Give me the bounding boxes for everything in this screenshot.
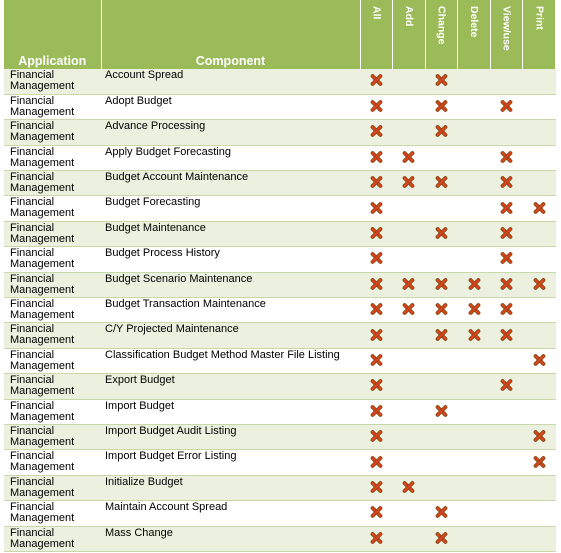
permission-cell-view-use xyxy=(490,171,523,196)
table-row xyxy=(4,424,556,449)
table-row xyxy=(4,374,556,399)
table-row xyxy=(4,450,556,475)
permission-cell-view-use xyxy=(490,475,523,500)
permission-cell-delete xyxy=(458,526,491,551)
component-cell: Import Budget Audit Listing xyxy=(101,424,360,449)
application-cell: Financial Management xyxy=(4,298,101,323)
permission-cell-print xyxy=(523,450,556,475)
permission-cell-change xyxy=(425,501,458,526)
x-mark-icon xyxy=(370,99,383,112)
application-cell: Financial Management xyxy=(4,272,101,297)
table-row xyxy=(4,298,556,323)
permission-cell-add xyxy=(393,374,426,399)
x-mark-icon xyxy=(435,175,448,188)
permission-cell-all xyxy=(360,526,393,551)
permission-cell-delete xyxy=(458,145,491,170)
permission-cell-add xyxy=(393,69,426,94)
x-mark-icon xyxy=(370,480,383,493)
table-row xyxy=(4,196,556,221)
x-mark-icon xyxy=(533,429,546,442)
component-cell: Maintain Account Spread xyxy=(101,501,360,526)
x-mark-icon xyxy=(435,73,448,86)
permission-cell-all xyxy=(360,475,393,500)
x-mark-icon xyxy=(533,455,546,468)
permission-cell-add xyxy=(393,171,426,196)
x-mark-icon xyxy=(435,531,448,544)
permission-cell-all xyxy=(360,145,393,170)
component-cell: Initialize Budget xyxy=(101,475,360,500)
permission-cell-change xyxy=(425,69,458,94)
permission-cell-all xyxy=(360,94,393,119)
x-mark-icon xyxy=(468,302,481,315)
permission-cell-change xyxy=(425,272,458,297)
permission-cell-delete xyxy=(458,272,491,297)
x-mark-icon xyxy=(370,251,383,264)
permission-cell-add xyxy=(393,145,426,170)
permission-cell-view-use xyxy=(490,94,523,119)
permission-cell-print xyxy=(523,272,556,297)
x-mark-icon xyxy=(370,226,383,239)
x-mark-icon xyxy=(370,378,383,391)
x-mark-icon xyxy=(533,277,546,290)
x-mark-icon xyxy=(435,505,448,518)
permission-cell-add xyxy=(393,94,426,119)
permission-cell-view-use xyxy=(490,145,523,170)
permission-cell-change xyxy=(425,475,458,500)
permission-cell-delete xyxy=(458,69,491,94)
x-mark-icon xyxy=(370,73,383,86)
component-cell: C/Y Projected Maintenance xyxy=(101,323,360,348)
x-mark-icon xyxy=(370,531,383,544)
permission-cell-all xyxy=(360,272,393,297)
header-change: Change xyxy=(425,0,458,69)
permission-cell-add xyxy=(393,475,426,500)
x-mark-icon xyxy=(402,175,415,188)
permission-cell-change xyxy=(425,221,458,246)
permission-cell-print xyxy=(523,247,556,272)
permission-cell-view-use xyxy=(490,399,523,424)
x-mark-icon xyxy=(435,328,448,341)
header-print: Print xyxy=(523,0,556,69)
permission-cell-all xyxy=(360,424,393,449)
permission-cell-print xyxy=(523,298,556,323)
application-cell: Financial Management xyxy=(4,145,101,170)
permission-cell-change xyxy=(425,374,458,399)
permission-cell-print xyxy=(523,171,556,196)
permission-cell-view-use xyxy=(490,424,523,449)
permission-cell-print xyxy=(523,475,556,500)
permission-cell-change xyxy=(425,171,458,196)
permission-cell-view-use xyxy=(490,348,523,373)
permission-cell-add xyxy=(393,120,426,145)
permission-cell-add xyxy=(393,247,426,272)
component-cell: Budget Process History xyxy=(101,247,360,272)
permission-cell-print xyxy=(523,526,556,551)
permission-cell-delete xyxy=(458,94,491,119)
permission-cell-all xyxy=(360,399,393,424)
permission-cell-all xyxy=(360,196,393,221)
component-cell: Mass Change xyxy=(101,526,360,551)
permission-cell-all xyxy=(360,247,393,272)
header-row xyxy=(4,0,556,69)
permission-cell-all xyxy=(360,120,393,145)
application-cell: Financial Management xyxy=(4,120,101,145)
x-mark-icon xyxy=(370,277,383,290)
permission-cell-change xyxy=(425,196,458,221)
application-cell: Financial Management xyxy=(4,526,101,551)
permission-cell-view-use xyxy=(490,450,523,475)
x-mark-icon xyxy=(370,124,383,137)
application-cell: Financial Management xyxy=(4,94,101,119)
x-mark-icon xyxy=(402,302,415,315)
permission-cell-view-use xyxy=(490,526,523,551)
permission-cell-change xyxy=(425,145,458,170)
header-application: Application xyxy=(4,0,101,69)
x-mark-icon xyxy=(468,277,481,290)
application-cell: Financial Management xyxy=(4,171,101,196)
permission-cell-view-use xyxy=(490,501,523,526)
x-mark-icon xyxy=(500,201,513,214)
permission-cell-view-use xyxy=(490,298,523,323)
x-mark-icon xyxy=(435,226,448,239)
permission-cell-all xyxy=(360,171,393,196)
permission-cell-view-use xyxy=(490,247,523,272)
x-mark-icon xyxy=(468,328,481,341)
x-mark-icon xyxy=(500,277,513,290)
permission-cell-all xyxy=(360,69,393,94)
component-cell: Budget Account Maintenance xyxy=(101,171,360,196)
component-cell: Import Budget xyxy=(101,399,360,424)
header-component: Component xyxy=(101,0,360,69)
permission-cell-delete xyxy=(458,171,491,196)
component-cell: Classification Budget Method Master File Listing xyxy=(101,348,360,373)
permission-cell-delete xyxy=(458,221,491,246)
application-cell: Financial Management xyxy=(4,196,101,221)
permission-cell-delete xyxy=(458,501,491,526)
permission-cell-all xyxy=(360,501,393,526)
application-cell: Financial Management xyxy=(4,450,101,475)
permission-cell-delete xyxy=(458,120,491,145)
x-mark-icon xyxy=(370,353,383,366)
permission-cell-print xyxy=(523,145,556,170)
application-cell: Financial Management xyxy=(4,374,101,399)
permission-cell-print xyxy=(523,424,556,449)
x-mark-icon xyxy=(370,201,383,214)
permission-cell-print xyxy=(523,501,556,526)
table-row xyxy=(4,247,556,272)
component-cell: Account Spread xyxy=(101,69,360,94)
application-cell: Financial Management xyxy=(4,424,101,449)
permission-cell-print xyxy=(523,348,556,373)
permission-cell-add xyxy=(393,348,426,373)
x-mark-icon xyxy=(402,150,415,163)
component-cell: Budget Forecasting xyxy=(101,196,360,221)
table-row xyxy=(4,120,556,145)
x-mark-icon xyxy=(500,251,513,264)
permission-cell-print xyxy=(523,120,556,145)
table-row xyxy=(4,94,556,119)
permission-cell-view-use xyxy=(490,69,523,94)
permission-cell-print xyxy=(523,221,556,246)
table-row xyxy=(4,348,556,373)
permission-cell-add xyxy=(393,450,426,475)
x-mark-icon xyxy=(533,201,546,214)
x-mark-icon xyxy=(533,353,546,366)
permission-cell-change xyxy=(425,120,458,145)
permission-cell-delete xyxy=(458,323,491,348)
component-cell: Apply Budget Forecasting xyxy=(101,145,360,170)
permission-cell-delete xyxy=(458,450,491,475)
permission-cell-add xyxy=(393,424,426,449)
x-mark-icon xyxy=(402,277,415,290)
application-cell: Financial Management xyxy=(4,399,101,424)
permission-cell-all xyxy=(360,374,393,399)
x-mark-icon xyxy=(435,302,448,315)
permission-cell-add xyxy=(393,399,426,424)
component-cell: Advance Processing xyxy=(101,120,360,145)
permission-cell-all xyxy=(360,348,393,373)
permission-cell-add xyxy=(393,196,426,221)
table-row xyxy=(4,399,556,424)
x-mark-icon xyxy=(370,150,383,163)
permission-cell-print xyxy=(523,69,556,94)
component-cell: Adopt Budget xyxy=(101,94,360,119)
table-row xyxy=(4,475,556,500)
permission-cell-add xyxy=(393,501,426,526)
permission-cell-delete xyxy=(458,196,491,221)
application-cell: Financial Management xyxy=(4,475,101,500)
component-cell: Budget Transaction Maintenance xyxy=(101,298,360,323)
header-all: All xyxy=(360,0,393,69)
permission-cell-add xyxy=(393,272,426,297)
application-cell: Financial Management xyxy=(4,323,101,348)
permission-cell-delete xyxy=(458,348,491,373)
component-cell: Budget Scenario Maintenance xyxy=(101,272,360,297)
permission-cell-all xyxy=(360,221,393,246)
permission-cell-view-use xyxy=(490,272,523,297)
permission-cell-delete xyxy=(458,374,491,399)
header-delete: Delete xyxy=(458,0,491,69)
permission-cell-print xyxy=(523,399,556,424)
permission-cell-all xyxy=(360,450,393,475)
table-row xyxy=(4,526,556,551)
permission-cell-delete xyxy=(458,475,491,500)
permission-cell-delete xyxy=(458,247,491,272)
permission-cell-print xyxy=(523,323,556,348)
x-mark-icon xyxy=(500,175,513,188)
x-mark-icon xyxy=(370,455,383,468)
x-mark-icon xyxy=(500,302,513,315)
x-mark-icon xyxy=(370,328,383,341)
permission-cell-print xyxy=(523,196,556,221)
permission-cell-add xyxy=(393,526,426,551)
permission-cell-print xyxy=(523,374,556,399)
permission-cell-change xyxy=(425,450,458,475)
x-mark-icon xyxy=(500,378,513,391)
permission-cell-change xyxy=(425,348,458,373)
permission-cell-view-use xyxy=(490,120,523,145)
x-mark-icon xyxy=(435,124,448,137)
x-mark-icon xyxy=(370,404,383,417)
header-add: Add xyxy=(393,0,426,69)
table-row xyxy=(4,501,556,526)
table-row xyxy=(4,272,556,297)
permission-cell-change xyxy=(425,94,458,119)
permission-cell-add xyxy=(393,221,426,246)
component-cell: Import Budget Error Listing xyxy=(101,450,360,475)
permissions-table xyxy=(4,0,556,552)
permission-cell-view-use xyxy=(490,323,523,348)
x-mark-icon xyxy=(370,302,383,315)
permission-cell-change xyxy=(425,526,458,551)
permission-cell-view-use xyxy=(490,374,523,399)
permission-cell-view-use xyxy=(490,221,523,246)
permission-cell-change xyxy=(425,247,458,272)
x-mark-icon xyxy=(500,226,513,239)
table-row xyxy=(4,69,556,94)
component-cell: Budget Maintenance xyxy=(101,221,360,246)
table-row xyxy=(4,145,556,170)
permission-cell-delete xyxy=(458,424,491,449)
x-mark-icon xyxy=(370,505,383,518)
permission-cell-add xyxy=(393,298,426,323)
table-row xyxy=(4,221,556,246)
x-mark-icon xyxy=(370,429,383,442)
permission-cell-change xyxy=(425,399,458,424)
application-cell: Financial Management xyxy=(4,501,101,526)
permission-cell-all xyxy=(360,298,393,323)
permission-cell-change xyxy=(425,323,458,348)
x-mark-icon xyxy=(500,328,513,341)
x-mark-icon xyxy=(500,99,513,112)
permission-cell-change xyxy=(425,298,458,323)
x-mark-icon xyxy=(435,404,448,417)
permission-cell-add xyxy=(393,323,426,348)
header-view-use: View/use xyxy=(490,0,523,69)
permission-cell-all xyxy=(360,323,393,348)
table-row xyxy=(4,171,556,196)
table-row xyxy=(4,323,556,348)
permission-cell-delete xyxy=(458,399,491,424)
component-cell: Export Budget xyxy=(101,374,360,399)
permission-cell-print xyxy=(523,94,556,119)
x-mark-icon xyxy=(402,480,415,493)
application-cell: Financial Management xyxy=(4,348,101,373)
application-cell: Financial Management xyxy=(4,221,101,246)
x-mark-icon xyxy=(435,277,448,290)
application-cell: Financial Management xyxy=(4,247,101,272)
permission-cell-view-use xyxy=(490,196,523,221)
x-mark-icon xyxy=(370,175,383,188)
application-cell: Financial Management xyxy=(4,69,101,94)
x-mark-icon xyxy=(435,99,448,112)
permission-cell-delete xyxy=(458,298,491,323)
x-mark-icon xyxy=(500,150,513,163)
permission-cell-change xyxy=(425,424,458,449)
